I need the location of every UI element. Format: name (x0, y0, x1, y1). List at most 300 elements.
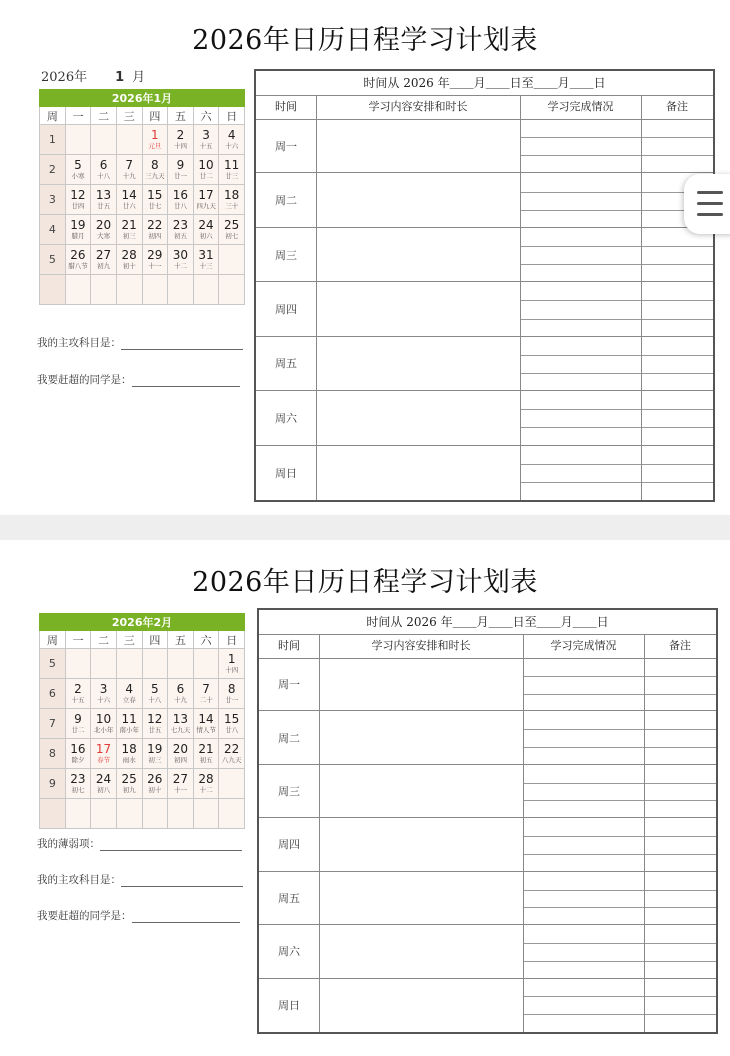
calendar-day (168, 185, 194, 215)
day-number: 19 (147, 741, 163, 756)
sub-row-line (523, 961, 716, 962)
lunar-label: 初六 (199, 231, 213, 240)
plan-day-row (259, 979, 716, 1032)
plan-header-row (259, 634, 716, 659)
lunar-label: 廿八 (225, 725, 239, 734)
calendar-day (91, 739, 117, 769)
page-title: 2026年日历日程学习计划表 (192, 25, 538, 56)
calendar-day (168, 155, 194, 185)
day-number: 9 (74, 711, 82, 726)
calendar-day (65, 215, 91, 245)
lunar-label: 廿七 (148, 201, 162, 210)
day-number: 25 (121, 771, 137, 786)
calendar-day (142, 679, 168, 709)
weekday-header: 周 (40, 107, 66, 125)
plan-day-row (256, 228, 713, 282)
lunar-label: 初七 (225, 231, 239, 240)
day-number: 11 (224, 157, 240, 172)
lunar-label: 廿一 (225, 695, 239, 704)
calendar-day (193, 185, 219, 215)
lunar-label: 除夕 (71, 755, 85, 764)
day-number: 26 (147, 771, 163, 786)
week-number: 5 (40, 649, 66, 679)
calendar-day (219, 215, 245, 245)
day-number: 13 (172, 711, 189, 726)
sub-row-line (520, 427, 713, 428)
week-number: 8 (40, 739, 66, 769)
day-label: 周一 (278, 678, 300, 692)
sub-row-line (523, 996, 716, 997)
lunar-label: 十二 (173, 261, 187, 270)
empty-day (142, 649, 168, 679)
day-number: 1 (227, 651, 236, 666)
day-number: 5 (74, 157, 82, 172)
plan-date-range: 时间从 2026 年＿＿月＿＿日至＿＿月＿＿日 (256, 71, 713, 96)
calendar-day (193, 125, 219, 155)
lunar-label: 廿二 (199, 171, 213, 180)
rival-classmate-field: 我要赶超的同学是： (37, 372, 245, 387)
lunar-label: 初五 (199, 755, 213, 764)
day-label: 周五 (278, 891, 300, 905)
lunar-label: 情人节 (196, 725, 216, 734)
lunar-label: 廿五 (97, 201, 111, 210)
column-header: 学习完成情况 (550, 639, 617, 652)
calendar-day (116, 185, 142, 215)
sub-row-line (523, 676, 716, 677)
day-number: 12 (70, 187, 86, 202)
empty-day (219, 799, 245, 829)
lunar-label: 十八 (97, 171, 111, 180)
calendar-day (219, 709, 245, 739)
day-label: 周一 (275, 139, 297, 153)
plan-day-row (259, 765, 716, 818)
sub-row-line (520, 246, 713, 247)
week-number: 4 (40, 215, 66, 245)
day-number: 17 (198, 187, 214, 202)
sub-row-line (523, 1014, 716, 1015)
day-label: 周五 (275, 357, 297, 371)
calendar-day (193, 679, 219, 709)
day-number: 3 (99, 681, 108, 696)
weekday-header: 二 (91, 631, 117, 649)
week-number: 5 (40, 245, 66, 275)
column-divider (520, 95, 521, 500)
day-number: 11 (121, 711, 137, 726)
lunar-label: 春节 (97, 755, 111, 764)
day-number: 13 (95, 187, 112, 202)
sub-row-line (520, 482, 713, 483)
lunar-label: 三九天 (145, 171, 165, 180)
day-number: 16 (172, 187, 189, 202)
day-number: 10 (95, 711, 112, 726)
day-number: 10 (198, 157, 214, 172)
day-number: 26 (70, 247, 86, 262)
calendar-day (219, 649, 245, 679)
month-number: 1 (115, 70, 125, 85)
empty-day (116, 799, 142, 829)
calendar-day (65, 679, 91, 709)
lunar-label: 十九 (122, 171, 136, 180)
calendar-day (91, 709, 117, 739)
calendar-plan-sheet-january (0, 0, 730, 515)
calendar-day (65, 185, 91, 215)
calendar-day (65, 769, 91, 799)
lunar-label: 十五 (199, 141, 213, 150)
plan-day-row (259, 925, 716, 978)
month-unit: 月 (132, 70, 146, 85)
weekday-header: 四 (142, 107, 168, 125)
calendar-day (116, 739, 142, 769)
day-label: 周二 (278, 731, 300, 745)
day-number: 6 (176, 681, 185, 696)
calendar-day (168, 679, 194, 709)
lunar-label: 大寒 (97, 231, 111, 240)
empty-day (219, 275, 245, 305)
lunar-label: 八九天 (221, 755, 242, 764)
lunar-label: 四九天 (196, 201, 216, 210)
lunar-label: 十一 (173, 785, 187, 794)
day-number: 29 (147, 247, 163, 262)
weekday-header: 三 (116, 631, 142, 649)
calendar-day (91, 769, 117, 799)
empty-day (168, 275, 194, 305)
lunar-label: 十六 (225, 141, 239, 150)
calendar-day (65, 739, 91, 769)
day-number: 24 (198, 217, 214, 232)
major-subject-field: 我的主攻科目是： (37, 872, 245, 887)
empty-day (116, 649, 142, 679)
calendar-day (168, 739, 194, 769)
calendar-day (142, 739, 168, 769)
sub-row-line (520, 464, 713, 465)
day-number: 27 (95, 247, 112, 262)
lunar-label: 初九 (97, 261, 111, 270)
day-number: 24 (95, 771, 112, 786)
column-divider (641, 95, 642, 500)
empty-day (65, 799, 91, 829)
calendar-day (219, 155, 245, 185)
sub-row-line (523, 729, 716, 730)
lunar-label: 廿六 (122, 201, 136, 210)
lunar-label: 雨水 (122, 755, 136, 764)
weekday-header: 四 (142, 631, 168, 649)
lunar-label: 腊月 (71, 231, 85, 240)
weekday-header: 一 (65, 107, 91, 125)
study-plan-table (254, 69, 715, 502)
empty-day (65, 125, 91, 155)
lunar-label: 初四 (148, 231, 162, 240)
weekday-header: 三 (116, 107, 142, 125)
column-header: 学习内容安排和时长 (368, 100, 468, 113)
empty-day (219, 769, 245, 799)
sub-row-line (523, 943, 716, 944)
day-number: 21 (121, 217, 137, 232)
plan-day-row (256, 282, 713, 336)
plan-day-row (259, 818, 716, 871)
mini-calendar (39, 89, 245, 305)
lunar-label: 初十 (122, 261, 136, 270)
lunar-label: 廿五 (148, 725, 162, 734)
column-header: 备注 (669, 639, 691, 652)
lunar-label: 十四 (173, 141, 187, 150)
lunar-label: 三十 (225, 201, 239, 210)
lunar-label: 初四 (173, 755, 187, 764)
empty-day (65, 275, 91, 305)
plan-header-row (256, 95, 713, 120)
day-label: 周日 (278, 999, 300, 1013)
calendar-day (116, 245, 142, 275)
day-number: 22 (224, 741, 240, 756)
week-number: 7 (40, 709, 66, 739)
sub-row-line (520, 137, 713, 138)
calendar-day (91, 215, 117, 245)
calendar-day (193, 769, 219, 799)
lunar-label: 二十 (199, 695, 213, 704)
weekday-header: 日 (219, 631, 245, 649)
lunar-label: 十三 (199, 261, 213, 270)
calendar-day (193, 709, 219, 739)
calendar-day (168, 125, 194, 155)
calendar-day (193, 155, 219, 185)
lunar-label: 小寒 (71, 171, 85, 180)
calendar-day (142, 185, 168, 215)
plan-day-row (259, 711, 716, 764)
weekday-header: 五 (168, 631, 194, 649)
lunar-label: 十六 (97, 695, 111, 704)
day-number: 28 (198, 771, 214, 786)
weekday-header: 日 (219, 107, 245, 125)
lunar-label: 腊八节 (68, 261, 88, 270)
day-number: 15 (224, 711, 240, 726)
day-number: 7 (125, 157, 133, 172)
plan-day-row (256, 173, 713, 227)
sub-row-line (523, 907, 716, 908)
lunar-label: 七九天 (170, 725, 191, 734)
day-number: 31 (198, 247, 214, 262)
lunar-label: 北小年 (93, 725, 114, 734)
lunar-label: 初五 (173, 231, 187, 240)
empty-day (219, 245, 245, 275)
day-number: 20 (172, 741, 189, 756)
menu-button[interactable] (684, 174, 730, 234)
sub-row-line (520, 319, 713, 320)
sub-row-line (523, 890, 716, 891)
calendar-day (168, 245, 194, 275)
sub-row-line (520, 300, 713, 301)
calendar-day (168, 769, 194, 799)
day-number: 21 (198, 741, 214, 756)
lunar-label: 元旦 (148, 141, 162, 150)
empty-day (193, 275, 219, 305)
day-label: 周日 (275, 466, 297, 480)
empty-day (91, 799, 117, 829)
day-number: 5 (150, 681, 159, 696)
sub-row-line (520, 355, 713, 356)
calendar-day (91, 245, 117, 275)
calendar-day (219, 739, 245, 769)
day-number: 19 (70, 217, 86, 232)
weekday-header: 六 (193, 107, 219, 125)
major-subject-field: 我的主攻科目是： (37, 335, 245, 350)
weekday-header: 二 (91, 107, 117, 125)
calendar-day (142, 125, 168, 155)
lunar-label: 初三 (148, 755, 162, 764)
day-number: 23 (70, 771, 86, 786)
lunar-label: 十二 (199, 785, 213, 794)
calendar-day (142, 215, 168, 245)
day-number: 30 (172, 247, 189, 262)
day-number: 14 (121, 187, 137, 202)
weekday-header: 五 (168, 107, 194, 125)
calendar-day (116, 769, 142, 799)
day-number: 17 (95, 741, 112, 756)
calendar-day (219, 679, 245, 709)
calendar-day (193, 245, 219, 275)
empty-day (116, 275, 142, 305)
day-label: 周三 (275, 248, 297, 262)
column-header: 备注 (666, 100, 688, 113)
column-header: 学习内容安排和时长 (371, 639, 471, 652)
column-divider (644, 634, 645, 1032)
day-label: 周四 (278, 838, 300, 852)
calendar-day (219, 185, 245, 215)
column-header: 时间 (278, 639, 300, 652)
week-number (40, 799, 66, 829)
calendar-day (116, 215, 142, 245)
plan-day-row (256, 337, 713, 391)
lunar-label: 廿三 (225, 171, 239, 180)
calendar-day (168, 709, 194, 739)
day-number: 7 (202, 681, 210, 696)
week-number: 1 (40, 125, 66, 155)
day-number: 22 (147, 217, 163, 232)
column-divider (319, 634, 320, 1032)
calendar-day (168, 215, 194, 245)
empty-day (91, 649, 117, 679)
day-number: 6 (99, 157, 108, 172)
calendar-day (142, 709, 168, 739)
day-number: 20 (95, 217, 112, 232)
column-divider (523, 634, 524, 1032)
week-number: 2 (40, 155, 66, 185)
empty-day (142, 799, 168, 829)
column-header: 学习完成情况 (547, 100, 614, 113)
calendar-day (142, 155, 168, 185)
plan-day-row (259, 872, 716, 925)
empty-day (91, 275, 117, 305)
column-divider (316, 95, 317, 500)
day-number: 9 (176, 157, 185, 172)
sub-row-line (523, 854, 716, 855)
calendar-day (219, 125, 245, 155)
lunar-label: 十一 (148, 261, 162, 270)
day-label: 周三 (278, 785, 300, 799)
calendar-day (142, 245, 168, 275)
week-number: 9 (40, 769, 66, 799)
plan-day-row (256, 446, 713, 500)
rival-classmate-field: 我要赶超的同学是： (37, 908, 245, 923)
lunar-label: 南小年 (119, 725, 139, 734)
weak-item-field: 我的薄弱项： (37, 836, 245, 851)
sub-row-line (523, 836, 716, 837)
calendar-day (65, 709, 91, 739)
week-number (40, 275, 66, 305)
lunar-label: 初九 (122, 785, 136, 794)
empty-day (116, 125, 142, 155)
empty-day (168, 799, 194, 829)
mini-calendar (39, 613, 245, 829)
calendar-day (91, 679, 117, 709)
calendar-day (91, 155, 117, 185)
page-separator (0, 515, 730, 540)
empty-day (65, 649, 91, 679)
plan-day-row (259, 658, 716, 711)
plan-day-row (256, 391, 713, 445)
sub-row-line (520, 264, 713, 265)
day-number: 3 (202, 127, 210, 142)
calendar-day (91, 185, 117, 215)
day-label: 周二 (275, 194, 297, 208)
day-number: 16 (70, 741, 86, 756)
weekday-header: 一 (65, 631, 91, 649)
calendar-day (116, 709, 142, 739)
lunar-label: 十五 (71, 695, 85, 704)
day-number: 25 (224, 217, 240, 232)
lunar-label: 初三 (122, 231, 136, 240)
day-number: 27 (172, 771, 189, 786)
calendar-day (193, 215, 219, 245)
day-number: 18 (224, 187, 240, 202)
sub-row-line (523, 783, 716, 784)
empty-day (91, 125, 117, 155)
day-number: 4 (125, 681, 133, 696)
month-year: 2026年 (41, 70, 88, 85)
lunar-label: 廿一 (173, 171, 187, 180)
study-plan-table (257, 608, 718, 1034)
page-title: 2026年日历日程学习计划表 (192, 567, 538, 598)
day-number: 8 (150, 157, 159, 172)
sub-row-line (520, 409, 713, 410)
lunar-label: 十四 (225, 665, 239, 674)
day-number: 15 (147, 187, 163, 202)
empty-day (168, 649, 194, 679)
day-number: 1 (150, 127, 159, 142)
plan-day-row (256, 119, 713, 173)
week-number: 6 (40, 679, 66, 709)
calendar-day (193, 739, 219, 769)
day-number: 23 (172, 217, 189, 232)
day-number: 14 (198, 711, 214, 726)
day-number: 8 (227, 681, 236, 696)
sub-row-line (523, 800, 716, 801)
sub-row-line (523, 747, 716, 748)
day-label: 周六 (275, 411, 297, 425)
sub-row-line (520, 155, 713, 156)
day-label: 周六 (278, 945, 300, 959)
lunar-label: 十八 (148, 695, 162, 704)
day-label: 周四 (275, 302, 297, 316)
calendar-day (65, 245, 91, 275)
calendar-day (142, 769, 168, 799)
calendar-day (116, 679, 142, 709)
calendar-caption: 2026年2月 (40, 614, 245, 631)
day-number: 4 (227, 127, 236, 142)
empty-day (142, 275, 168, 305)
calendar-plan-sheet-february (0, 540, 730, 1056)
week-number: 3 (40, 185, 66, 215)
calendar-day (116, 155, 142, 185)
weekday-header: 六 (193, 631, 219, 649)
